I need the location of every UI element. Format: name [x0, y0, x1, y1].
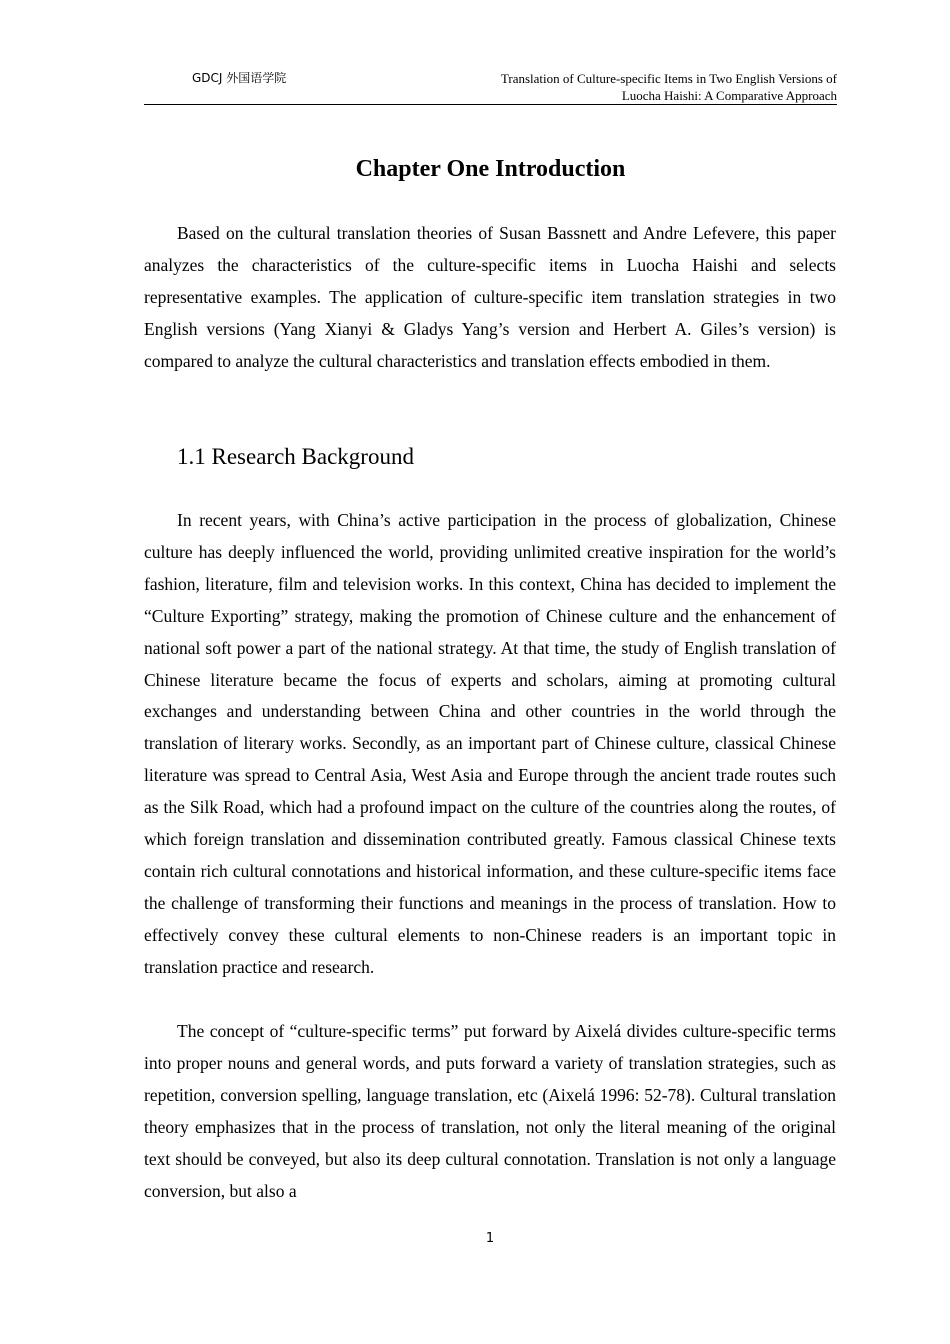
- background-paragraph-1: In recent years, with China’s active participation in the process of globalization, Chinese culture has deeply influenced the world, providing unlimited creative inspiration for the world’s fashion, literature, film and television works. In this context, China has decided to implement the “Culture Exporting” strategy, making the promotion of Chinese culture and the enhancement of national soft power a part of the national strategy. At that time, the study of English translation of Chinese literature became the focus of experts and scholars, aiming at promoting cultural exchanges and understanding between China and other countries in the world through the translation of literary works. Secondly, as an important part of Chinese culture, classical Chinese literature was spread to Central Asia, West Asia and Europe through the ancient trade routes such as the Silk Road, which had a profound impact on the culture of the countries along the routes, of which foreign translation and dissemination contributed greatly. Famous classical Chinese texts contain rich cultural connotations and historical information, and these culture-specific items face the challenge of transforming their functions and meanings in the process of translation. How to effectively convey these cultural elements to non-Chinese readers is an important topic in translation practice and research.: [144, 510, 836, 977]
- page-header: [144, 68, 837, 105]
- chapter-title: Chapter One Introduction: [355, 156, 626, 182]
- header-institution: GDCJ 外国语学院: [192, 71, 287, 85]
- header-thesis-title: [417, 70, 837, 104]
- background-paragraph-2: The concept of “culture-specific terms” put forward by Aixelá divides culture-specific terms into proper nouns and general words, and puts forward a variety of translation strategies, such as repetition, conversion spelling, language translation, etc (Aixelá 1996: 52-78). Cultural translation theory emphasizes that in the process of translation, not only the literal meaning of the original text should be conveyed, but also its deep cultural connotation. Translation is not only a language conversion, but also a: [144, 1021, 836, 1201]
- intro-paragraph: Based on the cultural translation theories of Susan Bassnett and Andre Lefevere, this paper analyzes the characteristics of the culture-specific items in Luocha Haishi and selects representative examples. The application of culture-specific item translation strategies in two English versions (Yang Xianyi & Gladys Yang’s version and Herbert A. Giles’s version) is compared to analyze the cultural characteristics and translation effects embodied in them.: [144, 223, 836, 371]
- page-number: 1: [485, 1231, 495, 1246]
- header-title-line-1: Translation of Culture-specific Items in Two English Versions of: [500, 71, 837, 86]
- header-title-line-2: Luocha Haishi: A Comparative Approach: [621, 88, 837, 103]
- section-heading: 1.1 Research Background: [177, 444, 414, 469]
